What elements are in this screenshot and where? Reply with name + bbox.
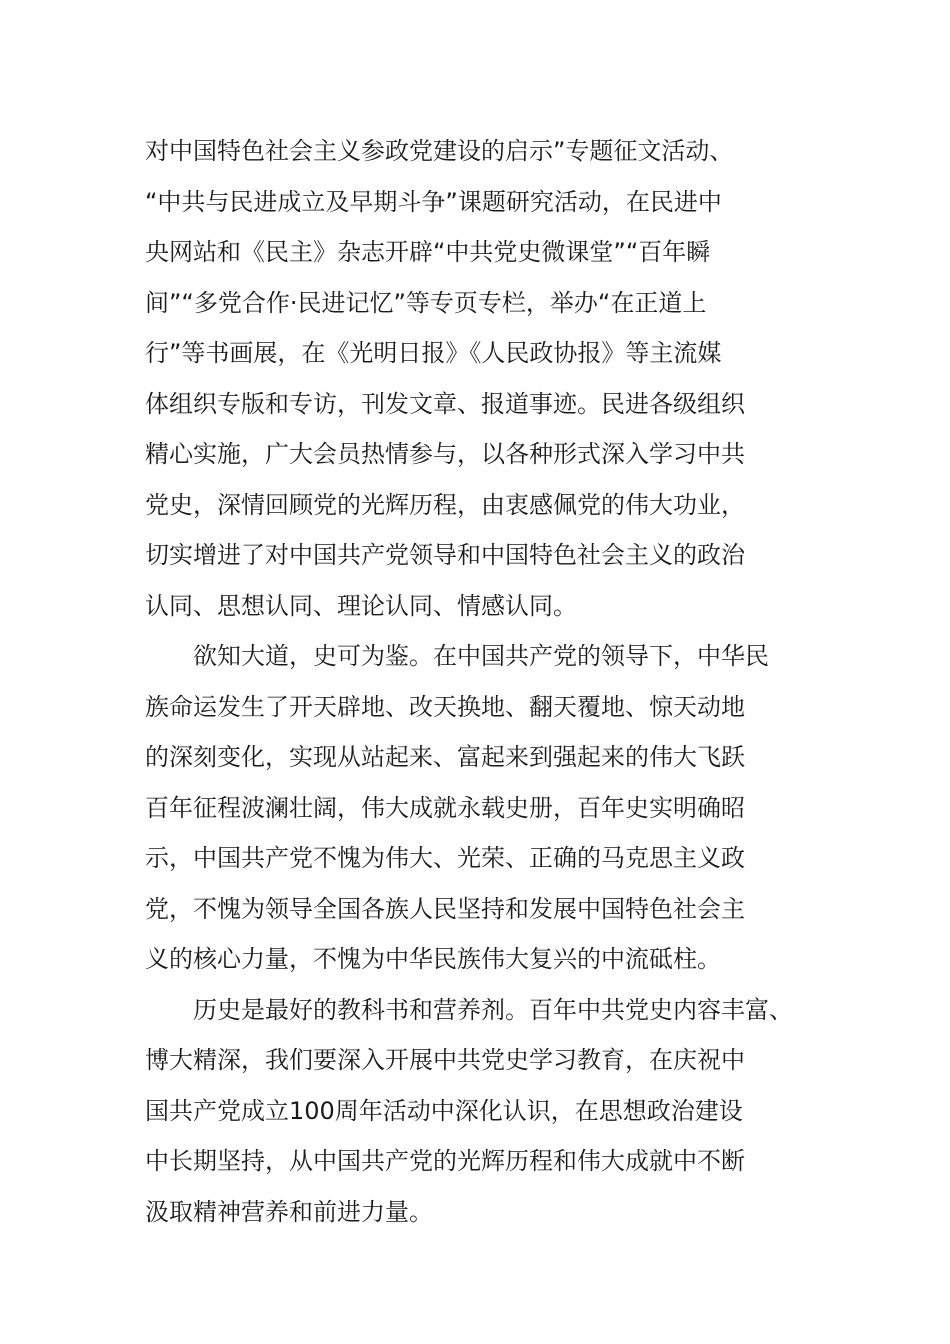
paragraph-first-line: 历史是最好的教科书和营养剂。百年中共党史内容丰富、 [193, 995, 793, 1024]
text-line: 博大精深，我们要深入开展中共党史学习教育，在庆祝中 [145, 1046, 745, 1074]
paragraph-first-line: 欲知大道，史可为鉴。在中国共产党的领导下，中华民 [193, 642, 769, 670]
text-line: 国共产党成立100周年活动中深化认识，在思想政治建设 [145, 1096, 743, 1125]
text-line: 切实增进了对中国共产党领导和中国特色社会主义的政治 [145, 541, 745, 569]
text-line: 认同、思想认同、理论认同、情感认同。 [145, 591, 577, 620]
text-line: 族命运发生了开天辟地、改天换地、翻天覆地、惊天动地 [145, 692, 745, 721]
text-line: 中长期坚持，从中国共产党的光辉历程和伟大成就中不断 [145, 1147, 745, 1175]
text-line: 百年征程波澜壮阔，伟大成就永载史册，百年史实明确昭 [145, 793, 745, 822]
body-text [145, 126, 835, 1237]
text-line: 央网站和《民主》杂志开辟“中共党史微课堂”“百年瞬 [145, 238, 711, 266]
text-line: 汲取精神营养和前进力量。 [145, 1197, 433, 1226]
text-line: 体组织专版和专访，刊发文章、报道事迹。民进各级组织 [145, 389, 745, 418]
text-line: 义的核心力量，不愧为中华民族伟大复兴的中流砥柱。 [145, 945, 721, 973]
text-line: “中共与民进成立及早期斗争”课题研究活动，在民进中 [145, 187, 722, 216]
text-line: 的深刻变化，实现从站起来、富起来到强起来的伟大飞跃 [145, 743, 745, 771]
text-line: 对中国特色社会主义参政党建设的启示”专题征文活动、 [145, 137, 734, 165]
text-line: 间”“多党合作·民进记忆”等专页专栏，举办“在正道上 [145, 288, 707, 317]
text-line: 党史，深情回顾党的光辉历程，由衷感佩党的伟大功业， [145, 490, 745, 519]
text-line: 党，不愧为领导全国各族人民坚持和发展中国特色社会主 [145, 894, 745, 923]
text-line: 行”等书画展，在《光明日报》《人民政协报》等主流媒 [145, 339, 722, 367]
text-line: 示，中国共产党不愧为伟大、光荣、正确的马克思主义政 [145, 844, 745, 872]
text-line: 精心实施，广大会员热情参与，以各种形式深入学习中共 [145, 440, 745, 468]
